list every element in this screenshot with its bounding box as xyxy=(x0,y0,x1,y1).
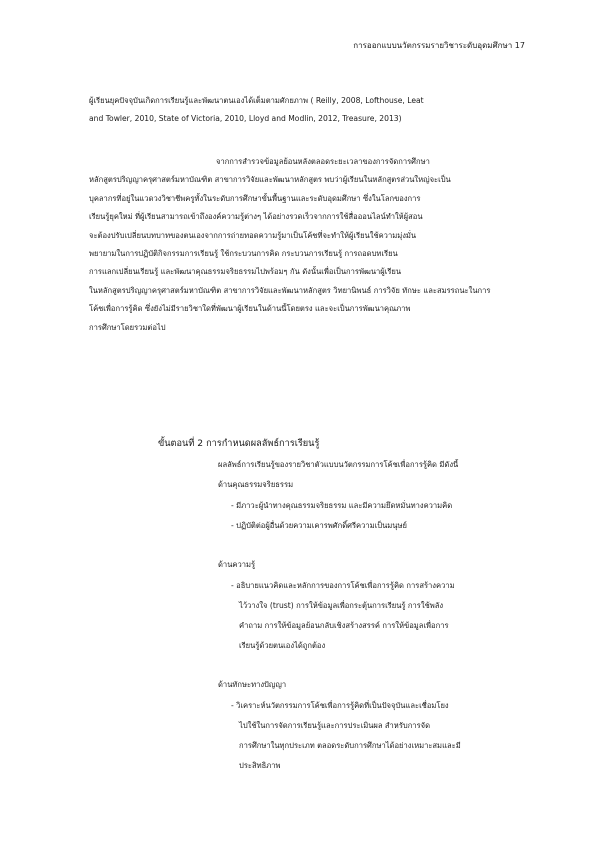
paragraph-line: การแลกเปลี่ยนเรียนรู้ และพัฒนาคุณธรรมจริยธรรมไปพร้อมๆ กัน ดังนั้นเพื่อเป็นการพัฒนาผู้เรียน xyxy=(89,267,402,277)
list-item-continuation: เรียนรู้ด้วยตนเองได้ถูกต้อง xyxy=(239,641,326,650)
paragraph-line: ในหลักสูตรปริญญาครุศาสตร์มหาบัณฑิต สาขาการวิจัยและพัฒนาหลักสูตร วิทยานิพนธ์ การวิจัย ทักษะ และสมรรถนะในการ xyxy=(89,285,491,295)
paragraph-line: ผู้เรียนยุคปัจจุบันเกิดการเรียนรู้และพัฒนาตนเองได้เต็มตามศักยภาพ ( Reilly, 2008, Lofthouse, Leat xyxy=(89,96,424,105)
paragraph-line: and Towler, 2010, State of Victoria, 2010, Lloyd and Modlin, 2012, Treasure, 2013) xyxy=(89,114,402,124)
paragraph-line: การศึกษาโดยรวมต่อไป xyxy=(89,322,166,332)
paragraph-line: บุคลากรที่อยู่ในแวดวงวิชาชีพครูทั้งในระดับการศึกษาขั้นพื้นฐานและระดับอุดมศึกษา ซึ่งในโลกของการ xyxy=(89,193,421,203)
section-heading: ขั้นตอนที่ 2 การกำหนดผลลัพธ์การเรียนรู้ xyxy=(158,438,320,449)
list-item-continuation: ไว้วางใจ (trust) การให้ข้อมูลเพื่อกระตุ้นการเรียนรู้ การใช้พลัง xyxy=(239,601,444,610)
list-item: - มีภาวะผู้นำทางคุณธรรมจริยธรรม และมีความยึดหมั่นทางความคิด xyxy=(231,501,453,510)
paragraph-line: โค้ชเพื่อการรู้คิด ซึ่งยังไม่มีรายวิชาใดที่พัฒนาผู้เรียนในด้านนี้โดยตรง และจะเป็นการพัฒนาคุณภาพ xyxy=(89,304,411,314)
list-item: - ปฏิบัติต่อผู้อื่นด้วยความเคารพศักดิ์ศรีความเป็นมนุษย์ xyxy=(231,521,407,530)
list-item-continuation: ไปใช้ในการจัดการเรียนรู้และการประเมินผล สำหรับการจัด xyxy=(239,721,431,730)
list-item-continuation: การศึกษาในทุกประเภท ตลอดระดับการศึกษาได้อย่างเหมาะสมและมี xyxy=(239,741,461,750)
paragraph-line: หลักสูตรปริญญาครุศาสตร์มหาบัณฑิต สาขาการวิจัยและพัฒนาหลักสูตร พบว่าผู้เรียนในหลักสูตรส่วนใหญ่จะเป็น xyxy=(89,175,451,185)
paragraph-line: จะต้องปรับเปลี่ยนบทบาทของตนเองจากการถ่ายทอดความรู้มาเป็นโค้ชที่จะทำให้ผู้เรียนใช้ความมุ่งมั่น xyxy=(89,230,417,240)
list-item: - อธิบายแนวคิดและหลักการของการโค้ชเพื่อการรู้คิด การสร้างความ xyxy=(231,581,455,590)
subsection-title: ด้านความรู้ xyxy=(218,560,256,569)
list-item-continuation: คำถาม การให้ข้อมูลย้อนกลับเชิงสร้างสรรค์ การให้ข้อมูลเพื่อการ xyxy=(239,621,449,630)
main-paragraph xyxy=(89,153,529,337)
subsection-title: ด้านทักษะทางปัญญา xyxy=(218,680,287,689)
paragraph-line: เรียนรู้ยุคใหม่ ที่ผู้เรียนสามารถเข้าถึงองค์ความรู้ต่างๆ ได้อย่างรวดเร็วจากการใช้สื่อออนไลน์ทำให้ผู้สอน xyxy=(89,212,423,222)
paragraph-line: จากการสำรวจข้อมูลย้อนหลังตลอดระยะเวลาของการจัดการศึกษา xyxy=(216,157,430,166)
subsection-title: ด้านคุณธรรมจริยธรรม xyxy=(218,480,294,489)
list-item: - วิเคราะห์นวัตกรรมการโค้ชเพื่อการรู้คิดที่เป็นปัจจุบันและเชื่อมโยง xyxy=(231,701,449,710)
intro-paragraph xyxy=(89,92,529,129)
paragraph-line: พยายามในการปฏิบัติกิจกรรมการเรียนรู้ ใช้กระบวนการคิด กระบวนการเรียนรู้ การถอดบทเรียน xyxy=(89,248,398,258)
list-item-continuation: ประสิทธิภาพ xyxy=(239,761,281,770)
running-header: การออกแบบนวัตกรรมรายวิชาระดับอุดมศึกษา 17 xyxy=(353,41,525,50)
outcomes-intro: ผลลัพธ์การเรียนรู้ของรายวิชาตัวแบบนวัตกรรมการโค้ชเพื่อการรู้คิด มีดังนี้ xyxy=(218,460,459,469)
